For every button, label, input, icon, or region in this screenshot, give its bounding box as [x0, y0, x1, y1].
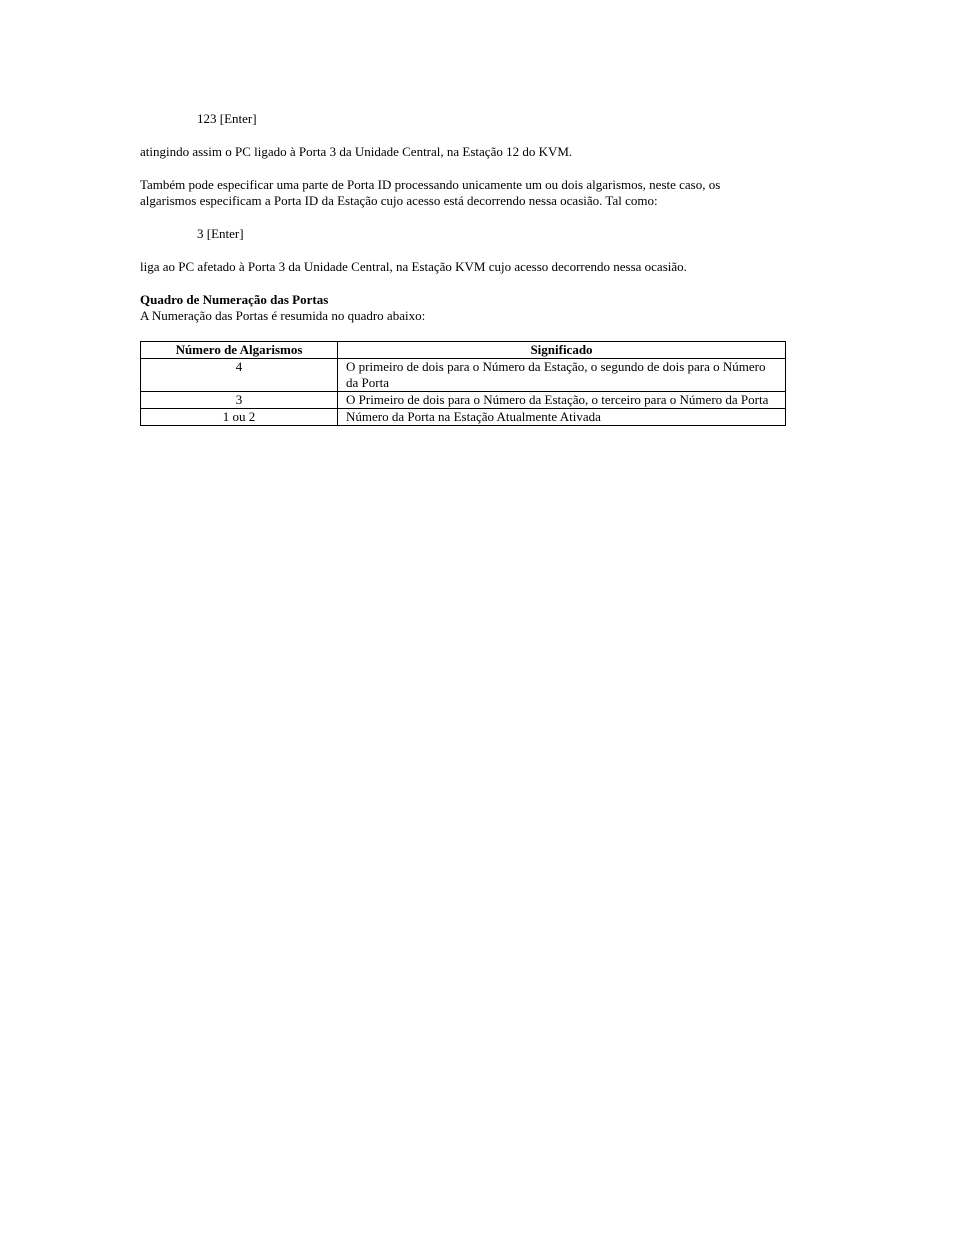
column-header-meaning: Significado — [338, 342, 786, 359]
section-intro: A Numeração das Portas é resumida no quadro abaixo: — [140, 308, 426, 323]
table-row — [141, 359, 786, 392]
cell-digits: 4 — [141, 359, 338, 392]
column-header-digits: Número de Algarismos — [141, 342, 338, 359]
paragraph-partial-id-line-1: Também pode especificar uma parte de Porta ID processando unicamente um ou dois algarismos, neste caso, os — [140, 177, 721, 192]
example-command-1: 123 [Enter] — [197, 111, 257, 126]
document-body — [140, 111, 786, 426]
cell-digits: 3 — [141, 392, 338, 409]
section-heading: Quadro de Numeração das Portas — [140, 292, 329, 307]
paragraph-partial-id-line-2: algarismos especificam a Porta ID da Estação cujo acesso está decorrendo nessa ocasião. Tal como: — [140, 193, 658, 208]
cell-meaning: O Primeiro de dois para o Número da Estação, o terceiro para o Número da Porta — [338, 392, 786, 409]
cell-digits: 1 ou 2 — [141, 409, 338, 426]
cell-meaning: Número da Porta na Estação Atualmente Ativada — [338, 409, 786, 426]
paragraph-result-1: atingindo assim o PC ligado à Porta 3 da Unidade Central, na Estação 12 do KVM. — [140, 144, 573, 159]
table-header-row — [141, 342, 786, 359]
cell-meaning: O primeiro de dois para o Número da Estação, o segundo de dois para o Número da Porta — [338, 359, 786, 392]
port-numbering-table — [140, 341, 786, 426]
example-command-2: 3 [Enter] — [197, 226, 244, 241]
paragraph-result-2: liga ao PC afetado à Porta 3 da Unidade Central, na Estação KVM cujo acesso decorrendo nessa ocasião. — [140, 259, 687, 274]
table-row — [141, 392, 786, 409]
table-row — [141, 409, 786, 426]
paragraph-partial-id — [140, 177, 786, 209]
